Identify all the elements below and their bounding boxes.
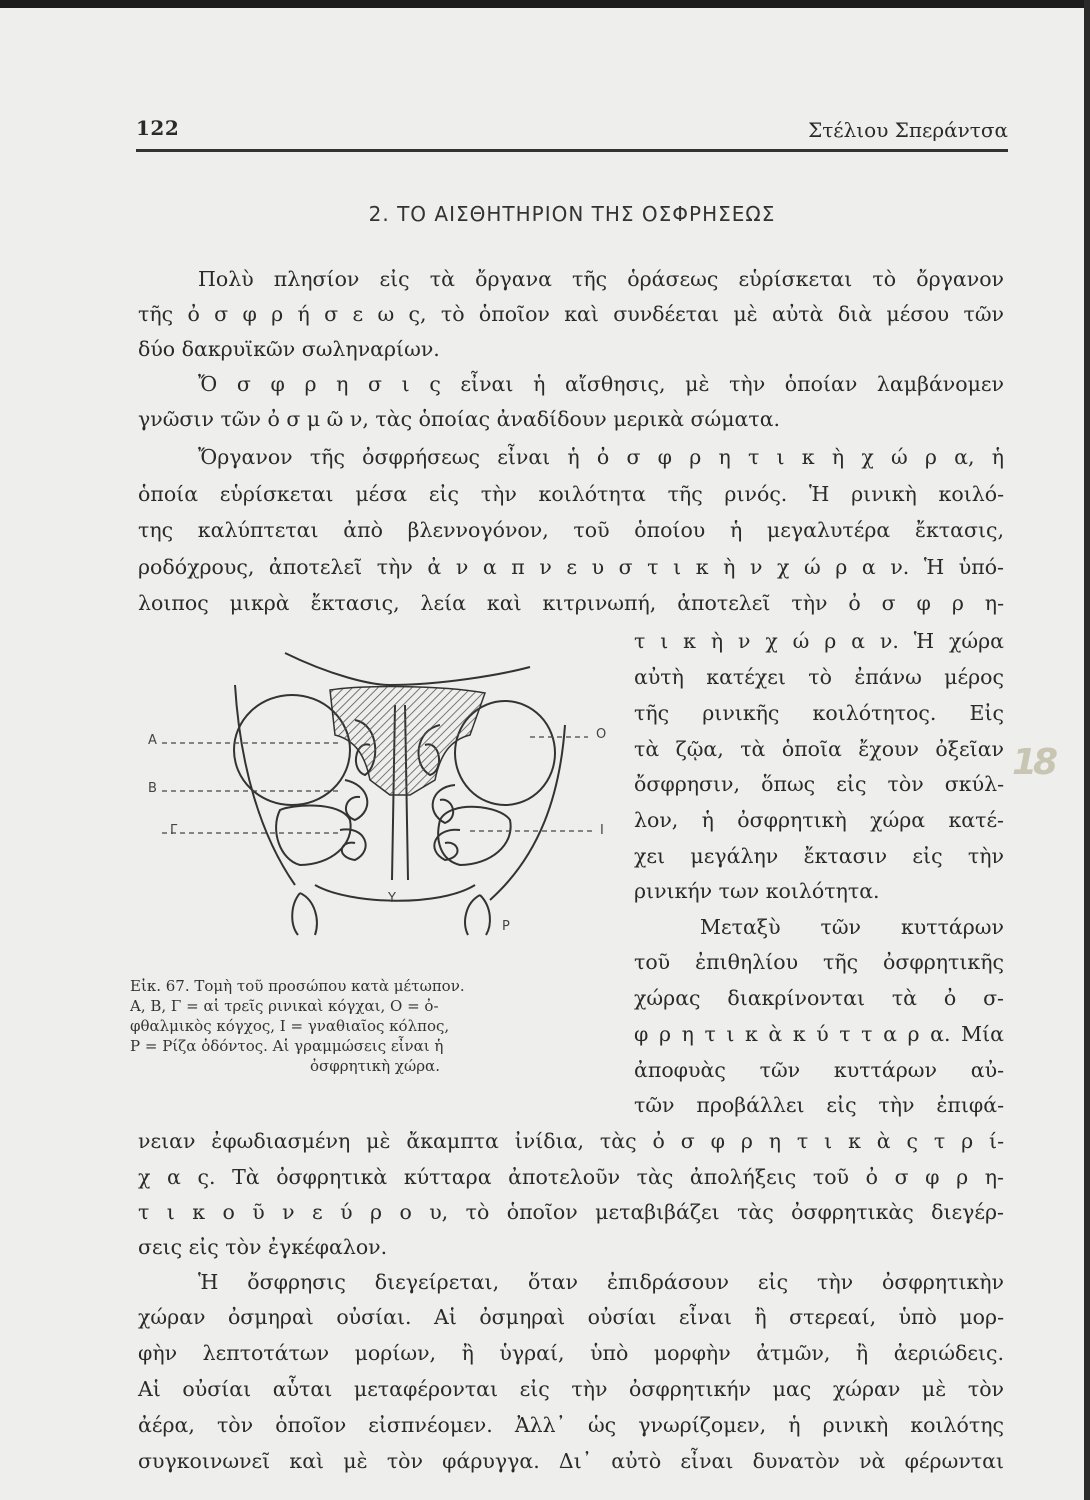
page-header <box>136 116 1008 146</box>
text-line: χει μεγάλην ἔκτασιν εἰς τὴν <box>634 844 1004 868</box>
text-line: χώραν ὀσμηραὶ οὐσίαι. Αἱ ὀσμηραὶ οὐσίαι εἶναι ἢ στερεαί, ὑπὸ μορ- <box>138 1305 1004 1329</box>
text-line: χώρας διακρίνονται τὰ ὀ σ- <box>634 986 1004 1010</box>
text-line: φ ρ η τ ι κ ὰ κ ύ τ τ α ρ α. Μία <box>634 1022 1004 1046</box>
label-b: Β <box>148 781 157 796</box>
text-line: τοῦ ἐπιθηλίου τῆς ὀσφρητικῆς <box>634 950 1004 974</box>
text-line: ρινικήν των κοιλότητα. <box>634 879 880 903</box>
text-line: γνῶσιν τῶν ὀ σ μ ῶ ν, τὰς ὁποίας ἀναδίδουν μερικὰ σώματα. <box>138 407 781 431</box>
text-line: Ὄ σ φ ρ η σ ι ς εἶναι ἡ αἴσθησις, μὲ τὴν ὁποίαν λαμβάνομεν <box>198 372 1004 396</box>
label-y: Υ <box>388 891 396 906</box>
text-line: αὐτὴ κατέχει τὸ ἐπάνω μέρος <box>634 665 1004 689</box>
text-line: Αἱ οὐσίαι αὗται μεταφέρονται εἰς τὴν ὀσφρητικήν μας χώραν μὲ τὸν <box>138 1377 1004 1401</box>
label-g: Γ <box>170 823 178 838</box>
text-line: Ὄργανον τῆς ὀσφρήσεως εἶναι ἡ ὀ σ φ ρ η τ ι κ ὴ χ ώ ρ α, ἡ <box>198 445 1004 469</box>
chapter-title: 2. ΤΟ ΑΙΣΘΗΤΗΡΙΟΝ ΤΗΣ ΟΣΦΡΗΣΕΩΣ <box>368 202 776 226</box>
margin-pencil-mark: 18 <box>1012 742 1055 783</box>
text-line: ἀποφυὰς τῶν κυττάρων αὐ- <box>634 1058 1004 1082</box>
figure-67-nasal-section <box>140 645 610 945</box>
text-line: λοιπος μικρὰ ἔκτασις, λεία καὶ κιτρινωπή, ἀποτελεῖ τὴν ὀ σ φ ρ η- <box>138 591 1004 615</box>
nasal-cross-section-drawing <box>140 645 610 945</box>
text-line: δύο δακρυϊκῶν σωληναρίων. <box>138 337 440 361</box>
text-line: χ α ς. Τὰ ὀσφρητικὰ κύτταρα ἀποτελοῦν τὰς ἀπολήξεις τοῦ ὀ σ φ ρ η- <box>138 1165 1004 1189</box>
figure-caption <box>130 976 620 1076</box>
label-a: Α <box>148 733 157 748</box>
caption-line: φθαλμικὸς κόγχος, Ι = γναθιαῖος κόλπος, <box>130 1017 450 1035</box>
caption-line: Ρ = Ρίζα ὀδόντος. Αἱ γραμμώσεις εἶναι ἡ <box>130 1037 444 1055</box>
text-line: τ ι κ ὴ ν χ ώ ρ α ν. Ἡ χώρα <box>634 629 1004 653</box>
header-rule <box>136 149 1008 152</box>
text-line: συγκοινωνεῖ καὶ μὲ τὸν φάρυγγα. Δι᾽ αὐτὸ εἶναι δυνατὸν νὰ φέρωνται <box>138 1449 1004 1473</box>
caption-line: Α, Β, Γ = αἱ τρεῖς ρινικαὶ κόγχαι, Ο = ὀ- <box>130 997 439 1015</box>
text-line: φὴν λεπτοτάτων μορίων, ἢ ὑγραί, ὑπὸ μορφὴν ἀτμῶν, ἢ ἀεριώδεις. <box>138 1341 1004 1365</box>
text-line: τῆς ὀ σ φ ρ ή σ ε ω ς, τὸ ὁποῖον καὶ συνδέεται μὲ αὐτὰ διὰ μέσου τῶν <box>138 302 1004 326</box>
text-line: Μεταξὺ τῶν κυττάρων <box>700 915 1004 939</box>
text-line: Ἡ ὄσφρησις διεγείρεται, ὅταν ἐπιδράσουν εἰς τὴν ὀσφρητικὴν <box>198 1270 1004 1294</box>
text-line: ὁποία εὑρίσκεται μέσα εἰς τὴν κοιλότητα τῆς ρινός. Ἡ ρινικὴ κοιλό- <box>138 482 1004 506</box>
label-o: Ο <box>596 727 607 742</box>
text-line: τῆς ρινικῆς κοιλότητος. Εἰς <box>634 701 1004 725</box>
label-i: Ι <box>600 823 604 838</box>
text-line: τ ι κ ο ῦ ν ε ύ ρ ο υ, τὸ ὁποῖον μεταβιβάζει τὰς ὀσφρητικὰς διεγέρ- <box>138 1200 1004 1224</box>
caption-line: Εἰκ. 67. Τομὴ τοῦ προσώπου κατὰ μέτωπον. <box>130 977 465 995</box>
text-line: τῶν προβάλλει εἰς τὴν ἐπιφά- <box>634 1093 1004 1117</box>
text-line: ροδόχρους, ἀποτελεῖ τὴν ἀ ν α π ν ε υ σ τ ι κ ὴ ν χ ώ ρ α ν. Ἡ ὑπό- <box>138 555 1004 579</box>
text-line: ἀέρα, τὸν ὁποῖον εἰσπνέομεν. Ἀλλ᾽ ὡς γνωρίζομεν, ἡ ρινικὴ κοιλότης <box>138 1413 1004 1437</box>
caption-line: ὀσφρητικὴ χώρα. <box>310 1057 440 1075</box>
text-line: σεις εἰς τὸν ἐγκέφαλον. <box>138 1235 388 1259</box>
text-line: τὰ ζῷα, τὰ ὁποῖα ἔχουν ὀξεῖαν <box>634 737 1004 761</box>
text-line: Πολὺ πλησίον εἰς τὰ ὄργανα τῆς ὁράσεως εὑρίσκεται τὸ ὄργανον <box>198 267 1004 291</box>
text-line: ὄσφρησιν, ὅπως εἰς τὸν σκύλ- <box>634 772 1004 796</box>
page-number: 122 <box>136 116 180 140</box>
running-head: Στέλιου Σπεράντσα <box>808 118 1008 142</box>
label-p: Ρ <box>502 919 510 934</box>
text-line: της καλύπτεται ἀπὸ βλεννογόνον, τοῦ ὁποίου ἡ μεγαλυτέρα ἔκτασις, <box>138 518 1004 542</box>
text-line: λον, ἡ ὀσφρητικὴ χώρα κατέ- <box>634 808 1004 832</box>
text-line: νειαν ἐφωδιασμένη μὲ ἄκαμπτα ἰνίδια, τὰς ὀ σ φ ρ η τ ι κ ὰ ς τ ρ ί- <box>138 1129 1004 1153</box>
